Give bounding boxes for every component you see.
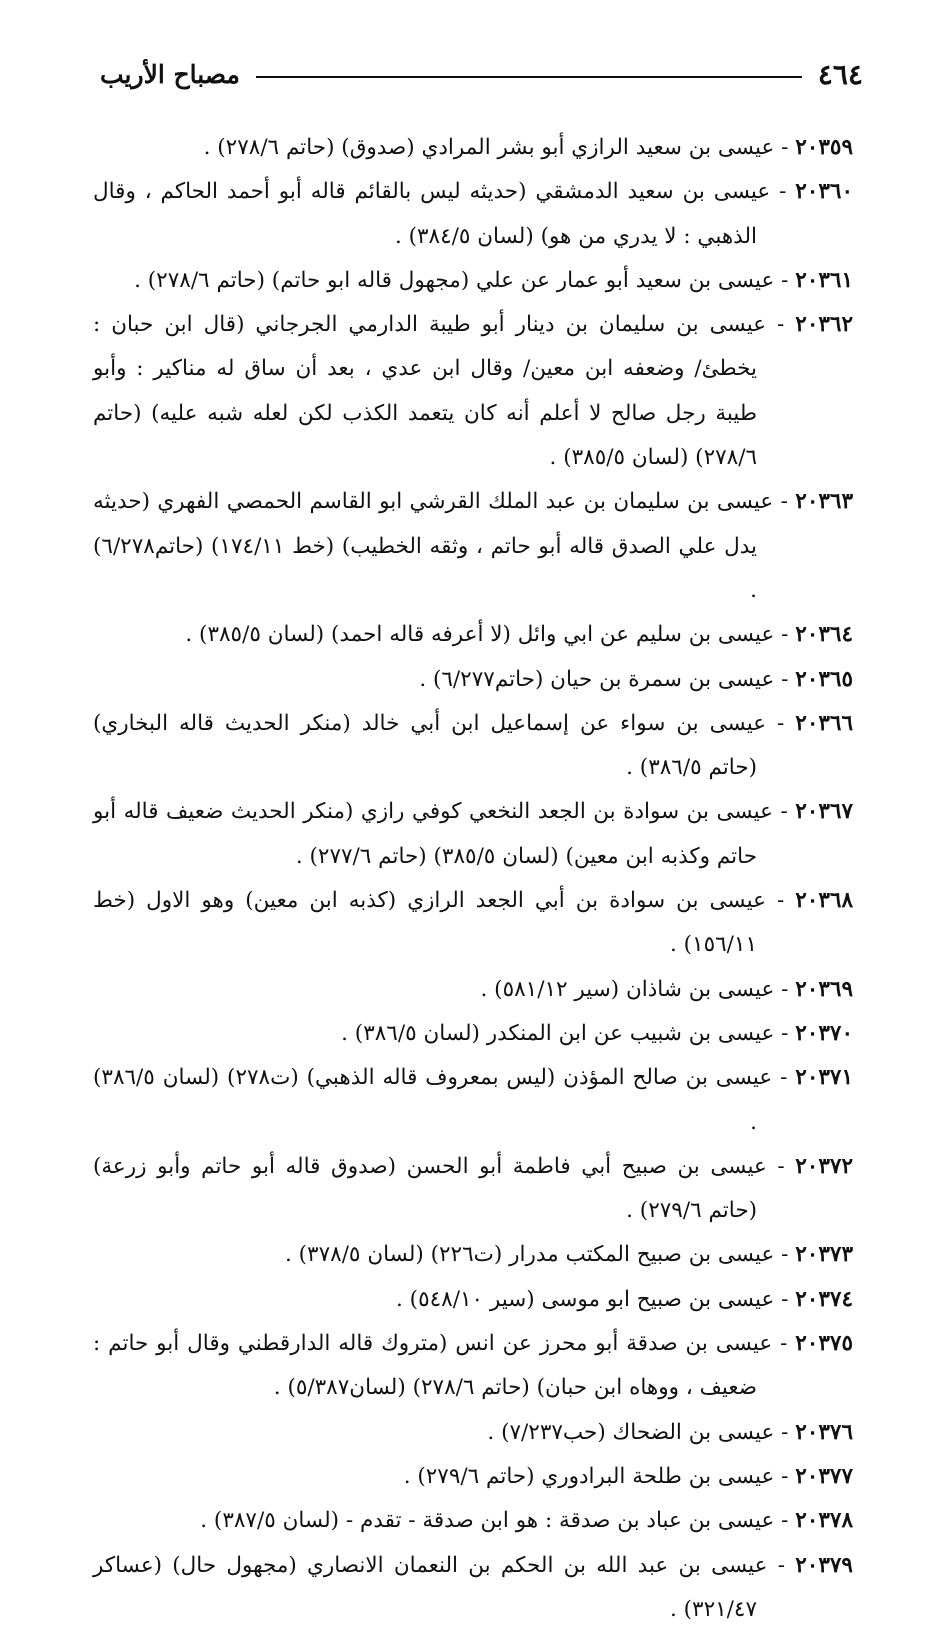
entry-number: ٢٠٣٧٩ bbox=[795, 1553, 853, 1578]
entry-number: ٢٠٣٧١ bbox=[795, 1065, 853, 1090]
entry-text: عيسى بن شاذان (سير ٥٨١/١٢) . bbox=[481, 977, 775, 1002]
entry-text: عيسى بن الضحاك (حب٧/٢٣٧) . bbox=[487, 1420, 774, 1445]
entry-number: ٢٠٣٦٩ bbox=[795, 977, 853, 1002]
list-item: ٢٠٣٦٦ - عيسى بن سواء عن إسماعيل ابن أبي خالد (منكر الحديث قاله البخاري) (حاتم ٣٨٦/٥) . bbox=[93, 702, 853, 791]
entry-text: عيسى بن صدقة أبو محرز عن انس (متروك قاله الدارقطني وقال أبو حاتم : ضعيف ، ووهاه ابن حبان) (حاتم ٢٧٨/٦) (لسان٥/٣٨٧) . bbox=[93, 1331, 772, 1400]
entry-number: ٢٠٣٧٤ bbox=[795, 1287, 853, 1312]
list-item: ٢٠٣٧٧ - عيسى بن طلحة البرادوري (حاتم ٢٧٩/٦) . bbox=[93, 1455, 853, 1499]
entry-number: ٢٠٣٦٣ bbox=[795, 489, 853, 514]
entry-text: عيسى بن طلحة البرادوري (حاتم ٢٧٩/٦) . bbox=[404, 1464, 775, 1489]
entry-text: عيسى بن صبيح أبي فاطمة أبو الحسن (صدوق قاله أبو حاتم وأبو زرعة) (حاتم ٢٧٩/٦) . bbox=[93, 1154, 767, 1223]
entry-text: عيسى بن عباد بن صدقة : هو ابن صدقة - تقدم - (لسان ٣٨٧/٥) . bbox=[200, 1508, 774, 1533]
entry-text: عيسى بن سعيد أبو عمار عن علي (مجهول قاله ابو حاتم) (حاتم ٢٧٨/٦) . bbox=[134, 268, 774, 293]
entry-list bbox=[93, 126, 853, 1632]
entry-number: ٢٠٣٧٠ bbox=[795, 1021, 853, 1046]
entry-number: ٢٠٣٦٥ bbox=[795, 667, 853, 692]
list-item: ٢٠٣٧١ - عيسى بن صالح المؤذن (ليس بمعروف قاله الذهبي) (ت٢٧٨) (لسان ٣٨٦/٥) . bbox=[93, 1056, 853, 1145]
list-item: ٢٠٣٧٦ - عيسى بن الضحاك (حب٧/٢٣٧) . bbox=[93, 1411, 853, 1455]
list-item: ٢٠٣٦٤ - عيسى بن سليم عن ابي وائل (لا أعرفه قاله احمد) (لسان ٣٨٥/٥) . bbox=[93, 613, 853, 657]
list-item: ٢٠٣٦٠ - عيسى بن سعيد الدمشقي (حديثه ليس بالقائم قاله أبو أحمد الحاكم ، وقال الذهبي : لا يدري من هو) (لسان ٣٨٤/٥) . bbox=[93, 170, 853, 259]
list-item: ٢٠٣٦٢ - عيسى بن سليمان بن دينار أبو طيبة الدارمي الجرجاني (قال ابن حبان : يخطئ/ وضعفه ابن معين/ وقال ابن عدي ، بعد أن ساق له مناكير : وأبو طيبة رجل صالح لا أعلم أنه كان يتعمد الكذب لكن لعله شبه عليه) (حاتم ٢٧٨/٦) (لسان ٣٨٥/٥) . bbox=[93, 303, 853, 480]
entry-text: عيسى بن سوادة بن أبي الجعد الرازي (كذبه ابن معين) وهو الاول (خط ١٥٦/١١) . bbox=[93, 888, 766, 957]
entry-number: ٢٠٣٧٨ bbox=[795, 1508, 853, 1533]
list-item: ٢٠٣٦٨ - عيسى بن سوادة بن أبي الجعد الرازي (كذبه ابن معين) وهو الاول (خط ١٥٦/١١) . bbox=[93, 879, 853, 968]
page-header bbox=[100, 52, 863, 96]
list-item: ٢٠٣٦٧ - عيسى بن سوادة بن الجعد النخعي كوفي رازي (منكر الحديث ضعيف قاله أبو حاتم وكذبه ابن معين) (لسان ٣٨٥/٥) (حاتم ٢٧٧/٦) . bbox=[93, 790, 853, 879]
header-rule bbox=[256, 76, 802, 78]
page-number: ٤٦٤ bbox=[818, 58, 863, 91]
entry-text: عيسى بن صبيح المكتب مدرار (ت٢٢٦) (لسان ٣٧٨/٥) . bbox=[285, 1242, 774, 1267]
entry-number: ٢٠٣٧٢ bbox=[795, 1154, 853, 1179]
entry-number: ٢٠٣٧٦ bbox=[795, 1420, 853, 1445]
entry-number: ٢٠٣٦١ bbox=[795, 268, 853, 293]
list-item: ٢٠٣٦١ - عيسى بن سعيد أبو عمار عن علي (مجهول قاله ابو حاتم) (حاتم ٢٧٨/٦) . bbox=[93, 259, 853, 303]
list-item: ٢٠٣٧٠ - عيسى بن شبيب عن ابن المنكدر (لسان ٣٨٦/٥) . bbox=[93, 1012, 853, 1056]
entry-number: ٢٠٣٥٩ bbox=[795, 135, 853, 160]
entry-text: عيسى بن شبيب عن ابن المنكدر (لسان ٣٨٦/٥) . bbox=[341, 1021, 774, 1046]
list-item: ٢٠٣٧٨ - عيسى بن عباد بن صدقة : هو ابن صدقة - تقدم - (لسان ٣٨٧/٥) . bbox=[93, 1499, 853, 1543]
entry-text: عيسى بن سمرة بن حيان (حاتم٦/٢٧٧) . bbox=[419, 667, 774, 692]
list-item: ٢٠٣٧٤ - عيسى بن صبيح ابو موسى (سير ٥٤٨/١٠) . bbox=[93, 1278, 853, 1322]
book-title: مصباح الأريب bbox=[100, 60, 240, 89]
entry-text: عيسى بن سعيد الدمشقي (حديثه ليس بالقائم قاله أبو أحمد الحاكم ، وقال الذهبي : لا يدري من هو) (لسان ٣٨٤/٥) . bbox=[93, 179, 770, 248]
entry-text: عيسى بن سليم عن ابي وائل (لا أعرفه قاله احمد) (لسان ٣٨٥/٥) . bbox=[185, 622, 774, 647]
entry-text: عيسى بن صبيح ابو موسى (سير ٥٤٨/١٠) . bbox=[396, 1287, 774, 1312]
list-item: ٢٠٣٦٥ - عيسى بن سمرة بن حيان (حاتم٦/٢٧٧) . bbox=[93, 658, 853, 702]
entry-number: ٢٠٣٧٣ bbox=[795, 1242, 853, 1267]
list-item: ٢٠٣٧٢ - عيسى بن صبيح أبي فاطمة أبو الحسن (صدوق قاله أبو حاتم وأبو زرعة) (حاتم ٢٧٩/٦) . bbox=[93, 1145, 853, 1234]
entry-text: عيسى بن عبد الله بن الحكم بن النعمان الانصاري (مجهول حال) (عساكر ٣٢١/٤٧) . bbox=[93, 1553, 768, 1622]
entry-number: ٢٠٣٦٦ bbox=[795, 711, 853, 736]
entry-number: ٢٠٣٦٤ bbox=[795, 622, 853, 647]
entry-text: عيسى بن سوادة بن الجعد النخعي كوفي رازي (منكر الحديث ضعيف قاله أبو حاتم وكذبه ابن معين) (لسان ٣٨٥/٥) (حاتم ٢٧٧/٦) . bbox=[93, 799, 773, 868]
list-item: ٢٠٣٦٣ - عيسى بن سليمان بن عبد الملك القرشي ابو القاسم الحمصي الفهري (حديثه يدل علي الصدق قاله أبو حاتم ، وثقه الخطيب) (خط ١٧٤/١١) (حاتم٦/٢٧٨) . bbox=[93, 480, 853, 613]
entry-number: ٢٠٣٦٢ bbox=[795, 312, 853, 337]
entry-number: ٢٠٣٦٧ bbox=[795, 799, 853, 824]
entry-number: ٢٠٣٧٧ bbox=[795, 1464, 853, 1489]
list-item: ٢٠٣٧٥ - عيسى بن صدقة أبو محرز عن انس (متروك قاله الدارقطني وقال أبو حاتم : ضعيف ، ووهاه ابن حبان) (حاتم ٢٧٨/٦) (لسان٥/٣٨٧) . bbox=[93, 1322, 853, 1411]
list-item: ٢٠٣٧٣ - عيسى بن صبيح المكتب مدرار (ت٢٢٦) (لسان ٣٧٨/٥) . bbox=[93, 1233, 853, 1277]
entry-text: عيسى بن سعيد الرازي أبو بشر المرادي (صدوق) (حاتم ٢٧٨/٦) . bbox=[204, 135, 775, 160]
entry-number: ٢٠٣٧٥ bbox=[795, 1331, 853, 1356]
list-item: ٢٠٣٥٩ - عيسى بن سعيد الرازي أبو بشر المرادي (صدوق) (حاتم ٢٧٨/٦) . bbox=[93, 126, 853, 170]
entry-text: عيسى بن سواء عن إسماعيل ابن أبي خالد (منكر الحديث قاله البخاري) (حاتم ٣٨٦/٥) . bbox=[93, 711, 766, 780]
entry-number: ٢٠٣٦٨ bbox=[795, 888, 853, 913]
list-item: ٢٠٣٧٩ - عيسى بن عبد الله بن الحكم بن النعمان الانصاري (مجهول حال) (عساكر ٣٢١/٤٧) . bbox=[93, 1544, 853, 1632]
entry-text: عيسى بن سليمان بن دينار أبو طيبة الدارمي الجرجاني (قال ابن حبان : يخطئ/ وضعفه ابن معين/ وقال ابن عدي ، بعد أن ساق له مناكير : وأبو طيبة رجل صالح لا أعلم أنه كان يتعمد الكذب لكن لعله شبه عليه) (حاتم ٢٧٨/٦) (لسان ٣٨٥/٥) . bbox=[93, 312, 766, 470]
entry-text: عيسى بن سليمان بن عبد الملك القرشي ابو القاسم الحمصي الفهري (حديثه يدل علي الصدق قاله أبو حاتم ، وثقه الخطيب) (خط ١٧٤/١١) (حاتم٦/٢٧٨) . bbox=[93, 489, 773, 603]
list-item: ٢٠٣٦٩ - عيسى بن شاذان (سير ٥٨١/١٢) . bbox=[93, 968, 853, 1012]
entry-number: ٢٠٣٦٠ bbox=[795, 179, 853, 204]
entry-text: عيسى بن صالح المؤذن (ليس بمعروف قاله الذهبي) (ت٢٧٨) (لسان ٣٨٦/٥) . bbox=[93, 1065, 772, 1134]
